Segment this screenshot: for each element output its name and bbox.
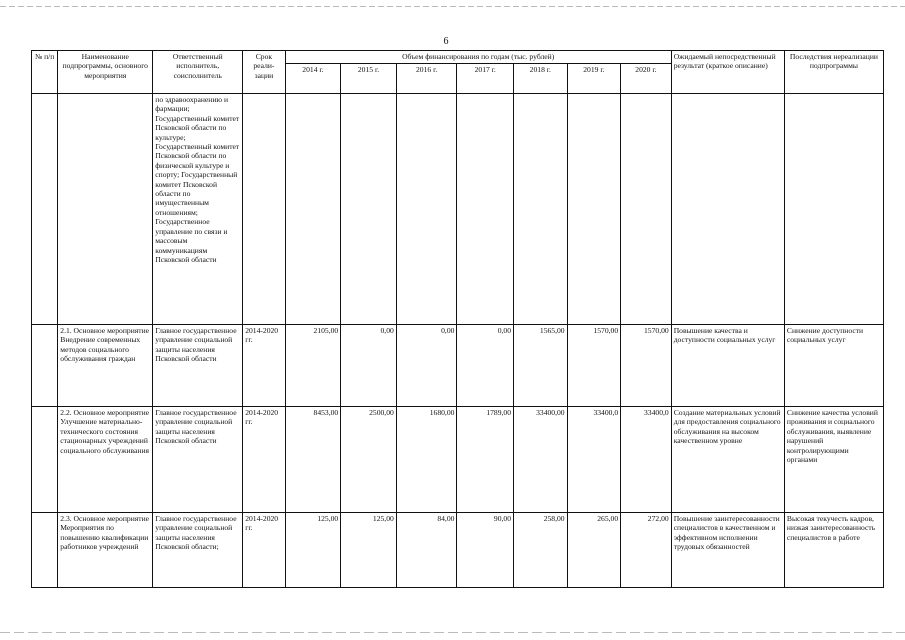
header-consequences: Последствия нереализации подпрограммы (784, 51, 883, 94)
row-value: 0,00 (396, 325, 457, 407)
header-year: 2019 г. (567, 64, 621, 94)
table-row (32, 325, 884, 407)
table-row (32, 513, 884, 588)
row-value: 90,00 (457, 513, 514, 588)
header-year: 2014 г. (285, 64, 341, 94)
header-year: 2020 г. (621, 64, 672, 94)
row-name: 2.3. Основное мероприятие Мероприятия по повышению квалификации работников учреждений (58, 513, 153, 588)
financing-table (31, 50, 884, 588)
row-value: 33400,0 (621, 407, 672, 513)
header-expected: Ожидаемый непосредственный результат (краткое описание) (671, 51, 784, 94)
row-term: 2014-2020 гг. (243, 325, 285, 407)
header-year: 2017 г. (457, 64, 514, 94)
row-value: 33400,00 (514, 407, 568, 513)
row-value: 1680,00 (396, 407, 457, 513)
row-value: 84,00 (396, 513, 457, 588)
row-value: 2105,00 (285, 325, 341, 407)
row-value: 1570,00 (621, 325, 672, 407)
scan-edge-top (0, 6, 905, 7)
row-consequences: Снижение доступности социальных услуг (784, 325, 883, 407)
row-value: 1570,00 (567, 325, 621, 407)
row-name: 2.1. Основное мероприятие Внедрение современных методов социального обслуживания граждан (58, 325, 153, 407)
row-executor: Главное государственное управление социальной защиты населения Псковской области (153, 325, 243, 407)
page-number: 6 (443, 36, 449, 47)
row-executor: Главное государственное управление социальной защиты населения Псковской области; (153, 513, 243, 588)
row-value: 0,00 (341, 325, 397, 407)
row-value: 258,00 (514, 513, 568, 588)
row-value: 125,00 (285, 513, 341, 588)
header-name: Наименование подпрограммы, основного мероприятия (58, 51, 153, 94)
row-expected: Повышение качества и доступности социальных услуг (671, 325, 784, 407)
row-value: 265,00 (567, 513, 621, 588)
row-value: 8453,00 (285, 407, 341, 513)
scan-edge-bottom (0, 632, 905, 633)
header-executor: Ответственный исполнитель, соисполнитель (153, 51, 243, 94)
table-row (32, 407, 884, 513)
row-consequences: Высокая текучесть кадров, низкая заинтересованность специалистов в работе (784, 513, 883, 588)
row-expected: Создание материальных условий для предоставления социального обслуживания на высоком качественном уровне (671, 407, 784, 513)
row-value: 125,00 (341, 513, 397, 588)
header-row-1 (32, 51, 884, 64)
header-term: Срок реали- зации (243, 51, 285, 94)
header-year: 2015 г. (341, 64, 397, 94)
row-value: 1789,00 (457, 407, 514, 513)
row-term: 2014-2020 гг. (243, 407, 285, 513)
row-consequences: Снижение качества условий проживания и социального обслуживания, выявление нарушений контролирующими органами (784, 407, 883, 513)
row-executor: Главное государственное управление социальной защиты населения Псковской области (153, 407, 243, 513)
header-year: 2016 г. (396, 64, 457, 94)
row-value: 272,00 (621, 513, 672, 588)
row-value: 33400,0 (567, 407, 621, 513)
row-name: 2.2. Основное мероприятие Улучшение материально-технического состояния стационарных учреждений социального обслуживания (58, 407, 153, 513)
row-term: 2014-2020 гг. (243, 513, 285, 588)
header-num: № п/п (32, 51, 58, 94)
executor-continued: по здравоохранению и фармации; Государственный комитет Псковской области по культуре; Государственный комитет Псковской области по физической культуре и спорту; Государственный комитет Псковской области по имущественным отношениям; Государственное управление по связи и массовым коммуникациям Псковской области (153, 94, 243, 325)
continuation-row (32, 94, 884, 325)
row-value: 2500,00 (341, 407, 397, 513)
row-value: 0,00 (457, 325, 514, 407)
row-expected: Повышение заинтересованности специалистов в качественном и эффективном исполнении трудовых обязанностей (671, 513, 784, 588)
header-year: 2018 г. (514, 64, 568, 94)
row-value: 1565,00 (514, 325, 568, 407)
header-volume: Объем финансирования по годам (тыс. рублей) (285, 51, 671, 64)
